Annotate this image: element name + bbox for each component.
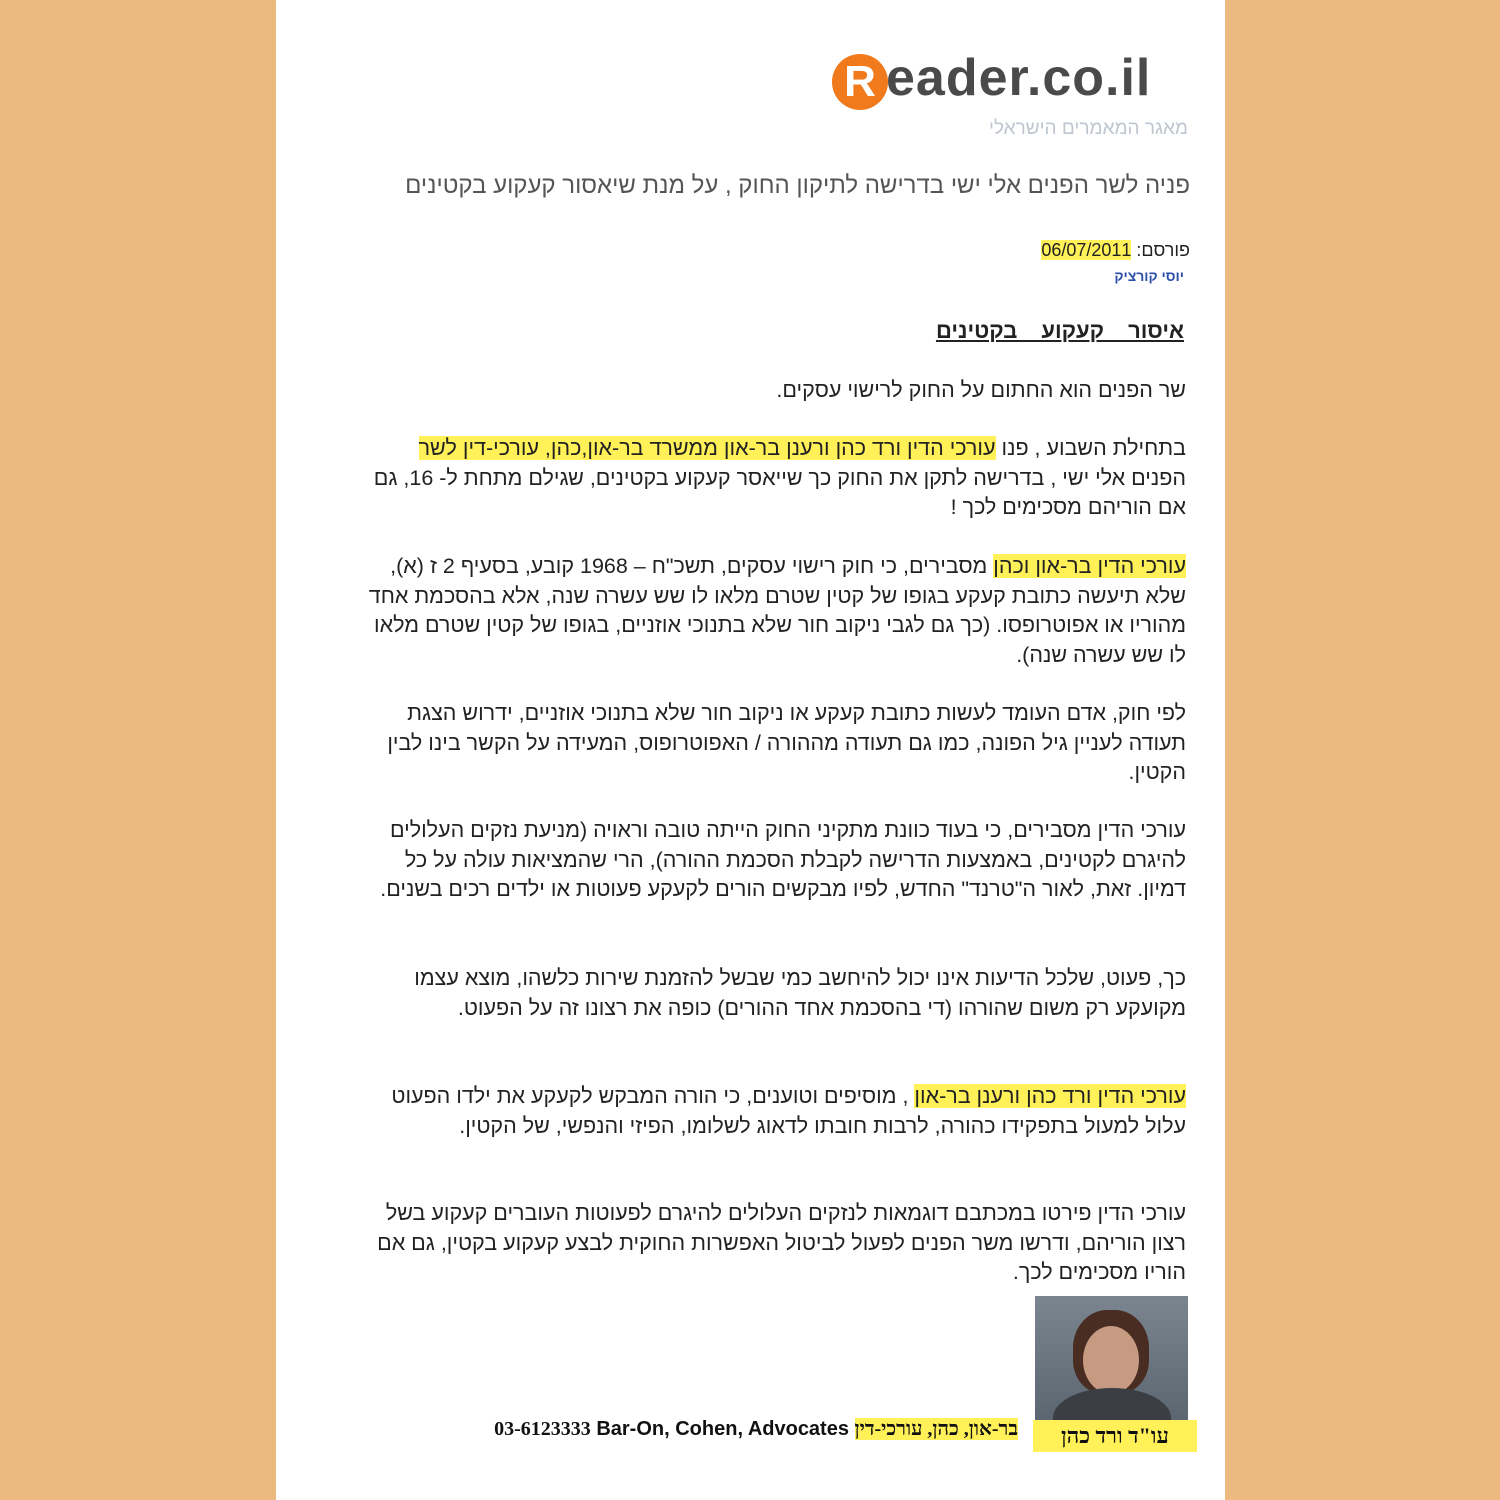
site-tagline: מאגר המאמרים הישראלי [989, 118, 1188, 139]
author-link[interactable]: יוסי קורציק [1114, 268, 1184, 284]
lawyer-name-caption: עו"ד ורד כהן [1033, 1420, 1197, 1452]
paragraph-4: לפי חוק, אדם העומד לעשות כתובת קעקע או ניקוב חור שלא בתנוכי אוזניים, ידרוש הצגת תעודה לעניין גיל הפונה, כמו גם תעודה מההורה / האפוטרופוס, המעידה על הקשר בינו לבין הקטין. [387, 701, 1186, 784]
firm-signature [402, 1418, 1018, 1441]
published-date: 06/07/2011 [1041, 240, 1132, 260]
logo-text: eader.co.il [886, 49, 1152, 107]
firm-name-hebrew: בר-און, כהן, עורכי-דין [854, 1418, 1018, 1440]
logo-r-icon: R [832, 54, 888, 110]
paragraph-5: עורכי הדין מסבירים, כי בעוד כוונת מתקיני החוק הייתה טובה וראויה (מניעת נזקים העלולים להיגרם לקטינים, באמצעות הדרישה לקבלת הסכמת ההורה), הרי שהמציאות עולה על כל דמיון. זאת, לאור ה"טרנד" החדש, לפיו מבקשים הורים לקעקע פעוטות או ילדים רכים בשנים. [380, 818, 1186, 901]
paragraph-7-highlight: עורכי הדין ורד כהן ורענן בר-און [914, 1084, 1186, 1108]
paragraph-1: שר הפנים הוא החתום על החוק לרישוי עסקים. [776, 378, 1186, 402]
paragraph-2-text-cont: הפנים אלי ישי , בדרישה לתקן את החוק כך שייאסר קעקוע בקטינים, שגילם מתחת ל- 16, גם אם הוריהם מסכימים לכך ! [373, 465, 1186, 519]
paragraph-8: עורכי הדין פירטו במכתבם דוגמאות לנזקים העלולים להיגרם לפעוטות העוברים קעקוע בשל רצון הוריהם, ודרשו משר הפנים לפעול לביטול האפשרות החוקית לבצע קעקוע בקטין, גם אם הוריו מסכימים לכך. [377, 1201, 1186, 1284]
paragraph-7 [366, 1082, 1186, 1141]
published-label: פורסם: [1136, 240, 1190, 260]
paragraph-6: כך, פעוט, שלכל הדיעות אינו יכול להיחשב כמי שבשל להזמנת שירות כלשהו, מוצא עצמו מקועקע רק משום שהורהו (די בהסכמת אחד ההורים) כופה את רצונו זה על הפעוט. [414, 966, 1186, 1020]
paragraph-7-text: , מוסיפים וטוענים, כי הורה המבקש לקעקע את ילדו הפעוט עלול למעול בתפקידו כהורה, לרבות חובתו לדאוג לשלומו, הפיזי והנפשי, של הקטין. [391, 1084, 1186, 1138]
photo-face [1083, 1326, 1139, 1394]
paragraph-2-highlight: עורכי הדין ורד כהן ורענן בר-און ממשרד בר-און,כהן, עורכי-דין לשר [418, 436, 996, 460]
page-title: פניה לשר הפנים אלי ישי בדרישה לתיקון החוק , על מנת שיאסור קעקוע בקטינים [405, 172, 1190, 199]
firm-phone: 03-6123333 [494, 1418, 591, 1440]
site-logo[interactable] [832, 49, 1182, 114]
photo-shoulders [1053, 1388, 1171, 1424]
paragraph-3 [366, 552, 1186, 670]
paragraph-2-text: בתחילת השבוע , פנו [995, 436, 1186, 460]
published-line [900, 240, 1190, 261]
paragraph-3-text: מסבירים, כי חוק רישוי עסקים, תשכ"ח – 1968 קובע, בסעיף 2 ז (א), שלא תיעשה כתובת קעקע בגופו של קטין שטרם מלאו לו שש עשרה שנה, אלא בהסכמת אחד מהוריו או אפוטרופסו. (כך גם לגבי ניקוב חור שלא בתנוכי אוזניים, בגופו של קטין שטרם מלאו לו שש עשרה שנה). [368, 554, 1186, 667]
article-heading: איסור קעקוע בקטינים [935, 318, 1184, 343]
paragraph-2 [366, 434, 1186, 523]
paragraph-3-highlight: עורכי הדין בר-און וכהן [993, 554, 1186, 578]
firm-name-english: Bar-On, Cohen, Advocates [596, 1418, 849, 1440]
lawyer-photo [1035, 1296, 1188, 1424]
